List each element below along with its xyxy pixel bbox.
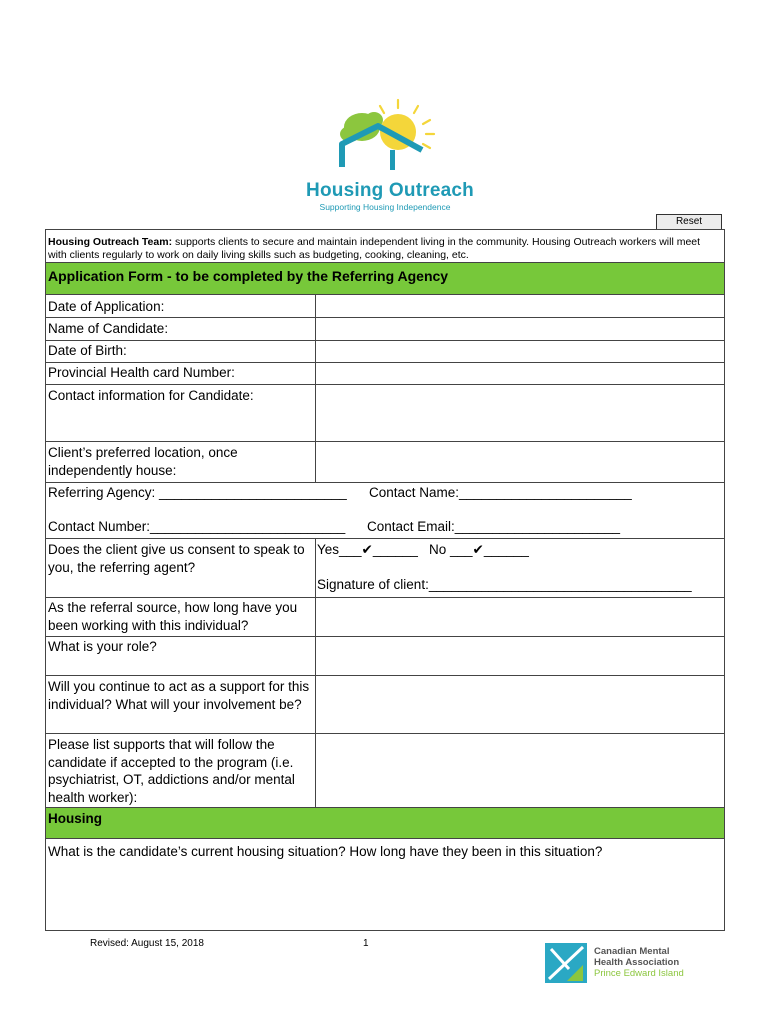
cmha-org-name	[594, 946, 684, 979]
page-number: 1	[363, 938, 369, 949]
housing-situation-input[interactable]	[46, 862, 724, 930]
org-line-2: Health Association	[594, 957, 680, 968]
how-long-input[interactable]	[317, 598, 723, 636]
application-form-header: Application Form - to be completed by the Referring Agency	[46, 262, 724, 295]
health-card-input[interactable]	[317, 363, 723, 384]
client-signature-field[interactable]: Signature of client:___________________________________	[317, 577, 692, 592]
consent-question-label: Does the client give us consent to speak to you, the referring agent?	[48, 542, 305, 575]
date-application-input[interactable]	[317, 296, 723, 317]
preferred-location-label: Client’s preferred location, once independently house:	[48, 445, 238, 478]
column-divider	[315, 538, 316, 807]
column-divider	[315, 295, 316, 482]
consent-yes-field[interactable]: Yes___✔______	[317, 542, 418, 557]
health-card-label: Provincial Health card Number:	[48, 365, 235, 380]
housing-question-label: What is the candidate’s current housing situation? How long have they been in this situation?	[48, 844, 603, 859]
contact-email-field[interactable]: Contact Email:______________________	[367, 519, 620, 534]
contact-number-field[interactable]: Contact Number:__________________________	[48, 519, 346, 534]
team-label: Housing Outreach Team:	[48, 236, 173, 248]
revised-date: Revised: August 15, 2018	[90, 938, 204, 949]
role-input[interactable]	[317, 637, 723, 675]
date-application-label: Date of Application:	[48, 299, 165, 314]
name-candidate-label: Name of Candidate:	[48, 321, 169, 336]
intro-body: supports clients to secure and maintain independent living in the community. Housing Outreach workers will meet with clients regularly to work on daily living skills such as budgeting, cooking, cleaning, etc.	[48, 236, 701, 261]
consent-no-field[interactable]: No ___✔______	[429, 542, 529, 557]
housing-header: Housing	[46, 807, 724, 839]
contact-info-input[interactable]	[317, 385, 723, 441]
name-candidate-input[interactable]	[317, 318, 723, 339]
referring-agency-field[interactable]: Referring Agency: _________________________	[48, 485, 347, 500]
dob-label: Date of Birth:	[48, 343, 127, 358]
supports-list-label: Please list supports that will follow the candidate if accepted to the program (i.e. psychiatrist, OT, addictions and/or mental health worker):	[48, 737, 295, 805]
intro-text	[48, 236, 718, 262]
org-line-1: Canadian Mental	[594, 946, 670, 957]
reset-button[interactable]: Reset	[656, 214, 722, 230]
dob-input[interactable]	[317, 341, 723, 362]
supports-list-input[interactable]	[317, 734, 723, 807]
contact-info-label: Contact information for Candidate:	[48, 388, 254, 403]
preferred-location-input[interactable]	[317, 442, 723, 482]
continue-support-input[interactable]	[317, 676, 723, 733]
how-long-label: As the referral source, how long have you been working with this individual?	[48, 600, 298, 633]
cmha-logo-icon	[545, 943, 587, 983]
role-label: What is your role?	[48, 639, 157, 654]
row-line	[46, 482, 724, 483]
logo-subtitle: Supporting Housing Independence	[319, 202, 451, 212]
continue-support-label: Will you continue to act as a support for this individual? What will your involvement be?	[48, 679, 310, 712]
contact-name-field[interactable]: Contact Name:_______________________	[369, 485, 632, 500]
logo-title: Housing Outreach	[306, 180, 474, 201]
org-line-3: Prince Edward Island	[594, 968, 684, 979]
row-line	[46, 538, 724, 539]
